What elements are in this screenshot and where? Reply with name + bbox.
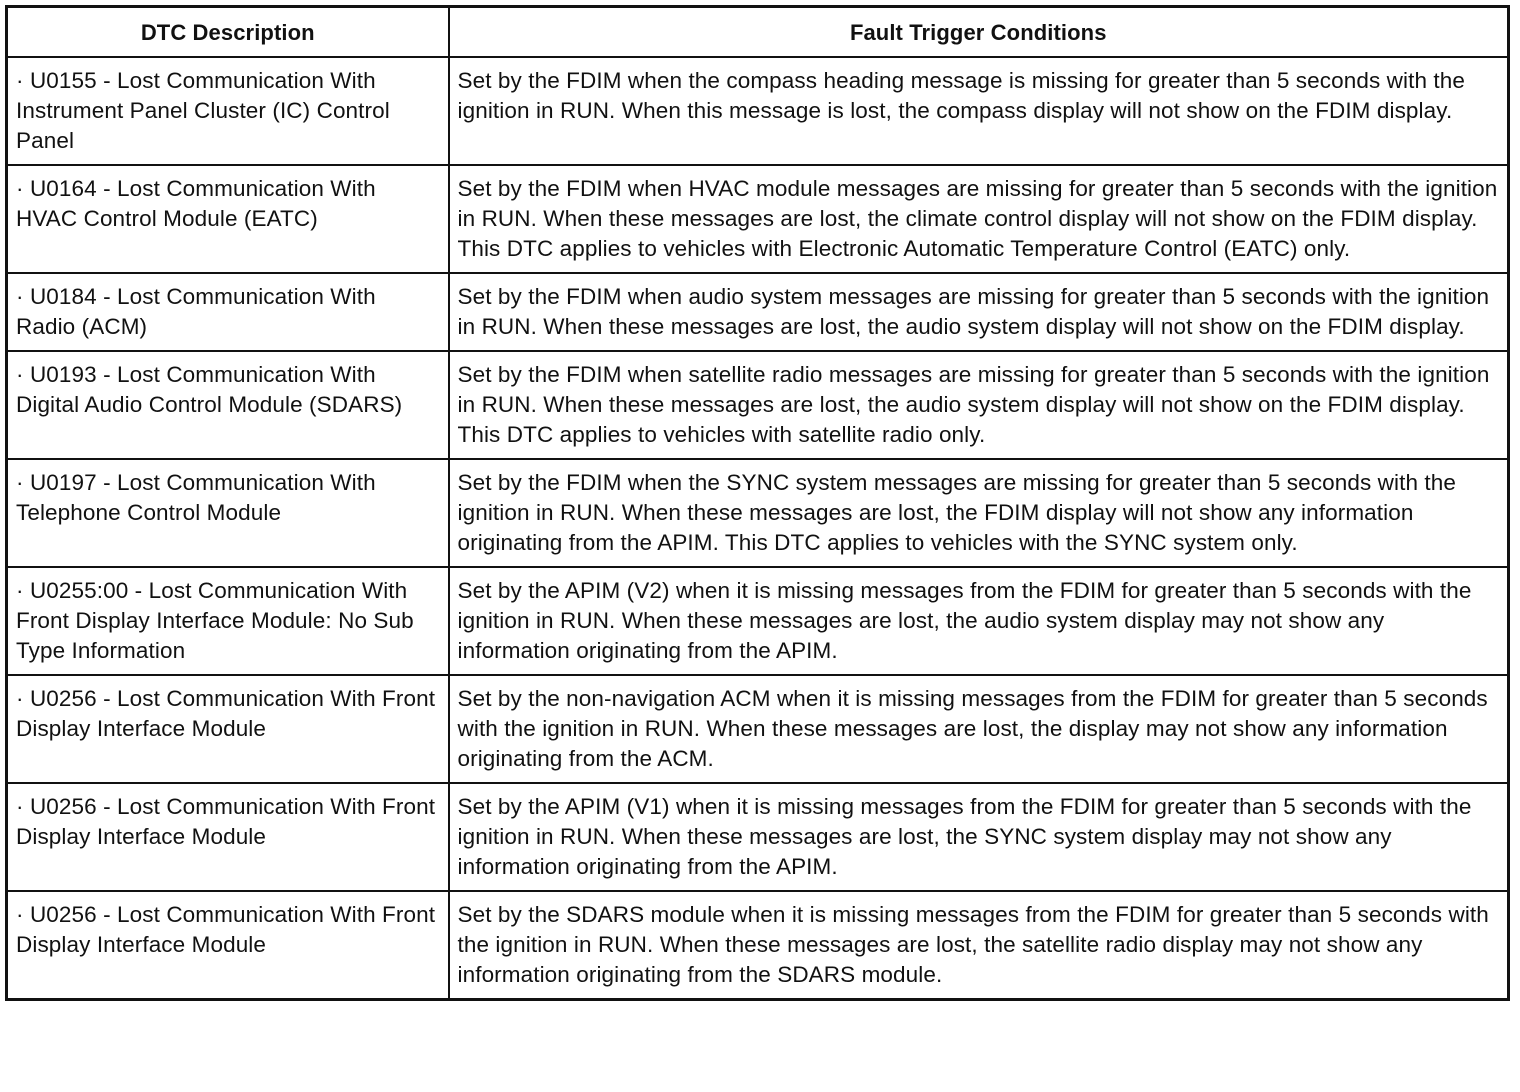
dtc-description-cell: · U0255:00 - Lost Communication With Front Display Interface Module: No Sub Type Information	[7, 567, 449, 675]
fault-condition-cell: Set by the APIM (V2) when it is missing messages from the FDIM for greater than 5 seconds with the ignition in RUN. When these messages are lost, the audio system display may not show any information originating from the APIM.	[449, 567, 1509, 675]
dtc-description-cell: · U0193 - Lost Communication With Digital Audio Control Module (SDARS)	[7, 351, 449, 459]
fault-condition-cell: Set by the FDIM when the compass heading message is missing for greater than 5 seconds with the ignition in RUN. When this message is lost, the compass display will not show on the FDIM display.	[449, 57, 1509, 165]
header-dtc-description: DTC Description	[7, 7, 449, 58]
table-row	[7, 891, 1509, 1000]
fault-condition-cell: Set by the FDIM when audio system messages are missing for greater than 5 seconds with the ignition in RUN. When these messages are lost, the audio system display will not show on the FDIM display.	[449, 273, 1509, 351]
dtc-description-cell: · U0256 - Lost Communication With Front Display Interface Module	[7, 783, 449, 891]
dtc-table	[5, 5, 1510, 1001]
table-row	[7, 567, 1509, 675]
fault-condition-cell: Set by the APIM (V1) when it is missing messages from the FDIM for greater than 5 seconds with the ignition in RUN. When these messages are lost, the SYNC system display may not show any information originating from the APIM.	[449, 783, 1509, 891]
table-row	[7, 783, 1509, 891]
table-row	[7, 351, 1509, 459]
table-row	[7, 273, 1509, 351]
dtc-description-cell: · U0155 - Lost Communication With Instrument Panel Cluster (IC) Control Panel	[7, 57, 449, 165]
table-row	[7, 57, 1509, 165]
fault-condition-cell: Set by the FDIM when HVAC module messages are missing for greater than 5 seconds with the ignition in RUN. When these messages are lost, the climate control display will not show on the FDIM display. This DTC applies to vehicles with Electronic Automatic Temperature Control (EATC) only.	[449, 165, 1509, 273]
table-row	[7, 165, 1509, 273]
fault-condition-cell: Set by the FDIM when the SYNC system messages are missing for greater than 5 seconds with the ignition in RUN. When these messages are lost, the FDIM display will not show any information originating from the APIM. This DTC applies to vehicles with the SYNC system only.	[449, 459, 1509, 567]
dtc-description-cell: · U0256 - Lost Communication With Front Display Interface Module	[7, 675, 449, 783]
fault-condition-cell: Set by the FDIM when satellite radio messages are missing for greater than 5 seconds with the ignition in RUN. When these messages are lost, the audio system display will not show on the FDIM display. This DTC applies to vehicles with satellite radio only.	[449, 351, 1509, 459]
dtc-description-cell: · U0256 - Lost Communication With Front Display Interface Module	[7, 891, 449, 1000]
dtc-description-cell: · U0197 - Lost Communication With Telephone Control Module	[7, 459, 449, 567]
fault-condition-cell: Set by the SDARS module when it is missing messages from the FDIM for greater than 5 seconds with the ignition in RUN. When these messages are lost, the satellite radio display may not show any information originating from the SDARS module.	[449, 891, 1509, 1000]
dtc-description-cell: · U0164 - Lost Communication With HVAC Control Module (EATC)	[7, 165, 449, 273]
table-row	[7, 675, 1509, 783]
table-header-row	[7, 7, 1509, 58]
header-fault-trigger-conditions: Fault Trigger Conditions	[449, 7, 1509, 58]
dtc-description-cell: · U0184 - Lost Communication With Radio (ACM)	[7, 273, 449, 351]
fault-condition-cell: Set by the non-navigation ACM when it is missing messages from the FDIM for greater than 5 seconds with the ignition in RUN. When these messages are lost, the display may not show any information originating from the ACM.	[449, 675, 1509, 783]
table-row	[7, 459, 1509, 567]
